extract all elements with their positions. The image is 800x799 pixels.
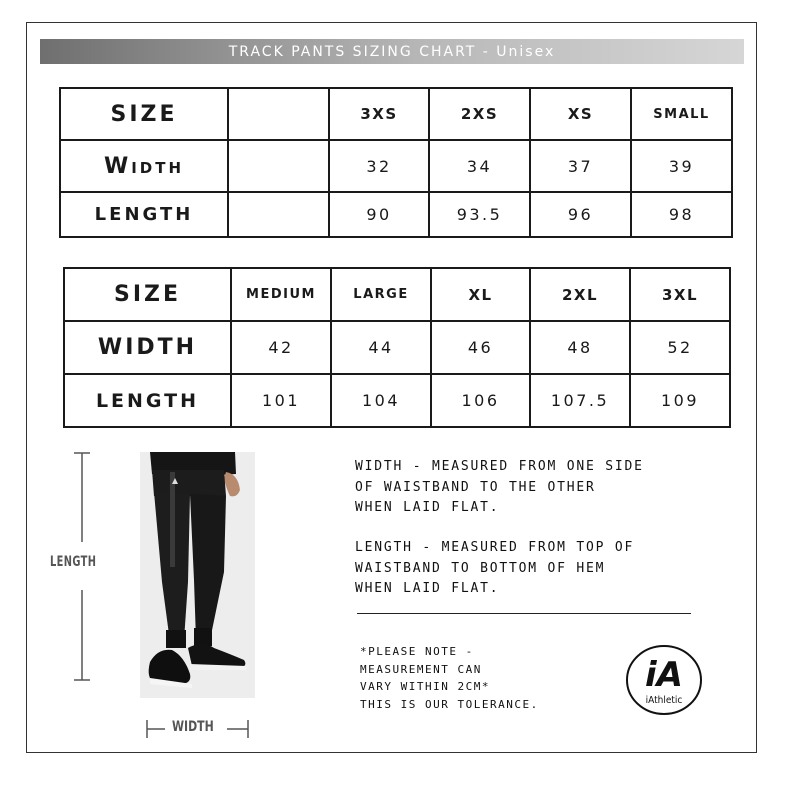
table-cell: 101 — [231, 374, 331, 427]
table-cell: 44 — [331, 321, 431, 374]
table-cell: 3XL — [630, 268, 730, 321]
table-cell: 32 — [329, 140, 429, 192]
table-cell: 96 — [530, 192, 631, 237]
size-table-small — [59, 87, 733, 238]
row-label: SIZE — [64, 268, 231, 321]
table-cell: 98 — [631, 192, 732, 237]
text-line: WHEN LAID FLAT. — [355, 500, 500, 515]
brand-logo-icon — [624, 643, 704, 717]
logo-mark: iA — [645, 655, 683, 695]
width-description — [355, 457, 644, 519]
table-cell: 46 — [431, 321, 530, 374]
table-row — [64, 268, 730, 321]
divider — [357, 613, 691, 614]
table-cell: 104 — [331, 374, 431, 427]
row-label: WIDTH — [64, 321, 231, 374]
table-cell: 52 — [630, 321, 730, 374]
size-table-large — [63, 267, 731, 428]
table-cell: 34 — [429, 140, 530, 192]
text-line: MEASUREMENT CAN — [360, 662, 482, 676]
chart-title: TRACK PANTS SIZING CHART - Unisex — [40, 39, 744, 64]
table-cell: 107.5 — [530, 374, 630, 427]
table-cell: 2XS — [429, 88, 530, 140]
table-cell: 48 — [530, 321, 630, 374]
length-description — [355, 538, 634, 600]
text-line: LENGTH - MEASURED FROM TOP OF — [355, 540, 635, 555]
table-cell — [228, 88, 329, 140]
table-cell: MEDIUM — [231, 268, 331, 321]
table-cell: 3XS — [329, 88, 429, 140]
table-cell: XL — [431, 268, 530, 321]
row-label: LENGTH — [60, 192, 228, 237]
text-line: *PLEASE NOTE - — [360, 645, 474, 658]
logo-brand: iAthletic — [645, 695, 683, 706]
text-line: WIDTH - MEASURED FROM ONE SIDE — [355, 459, 644, 474]
table-cell — [228, 192, 329, 237]
iathletic-logo — [624, 643, 704, 717]
track-pants-icon — [140, 452, 255, 698]
table-cell: SMALL — [631, 88, 732, 140]
text-line: VARY WITHIN 2CM* — [360, 680, 490, 693]
table-cell: XS — [530, 88, 631, 140]
table-row — [64, 374, 730, 427]
length-label: LENGTH — [50, 554, 97, 570]
text-line: THIS IS OUR TOLERANCE. — [360, 697, 539, 711]
table-row — [60, 192, 732, 237]
width-label: WIDTH — [172, 719, 214, 735]
row-label: LENGTH — [64, 374, 231, 427]
row-label: SIZE — [60, 88, 228, 140]
table-cell: 90 — [329, 192, 429, 237]
table-cell: 42 — [231, 321, 331, 374]
text-line: WAISTBAND TO BOTTOM OF HEM — [355, 560, 606, 576]
table-cell: 93.5 — [429, 192, 530, 237]
table-cell — [228, 140, 329, 192]
table-cell: 37 — [530, 140, 631, 192]
table-row — [60, 88, 732, 140]
table-cell: 106 — [431, 374, 530, 427]
text-line: OF WAISTBAND TO THE OTHER — [355, 479, 596, 495]
table-row — [64, 321, 730, 374]
table-cell: LARGE — [331, 268, 431, 321]
track-pants-photo — [140, 452, 255, 698]
row-label: Width — [60, 140, 228, 192]
table-row — [60, 140, 732, 192]
table-cell: 2XL — [530, 268, 630, 321]
tolerance-note — [360, 643, 539, 713]
table-cell: 109 — [630, 374, 730, 427]
table-cell: 39 — [631, 140, 732, 192]
text-line: WHEN LAID FLAT. — [355, 581, 500, 596]
